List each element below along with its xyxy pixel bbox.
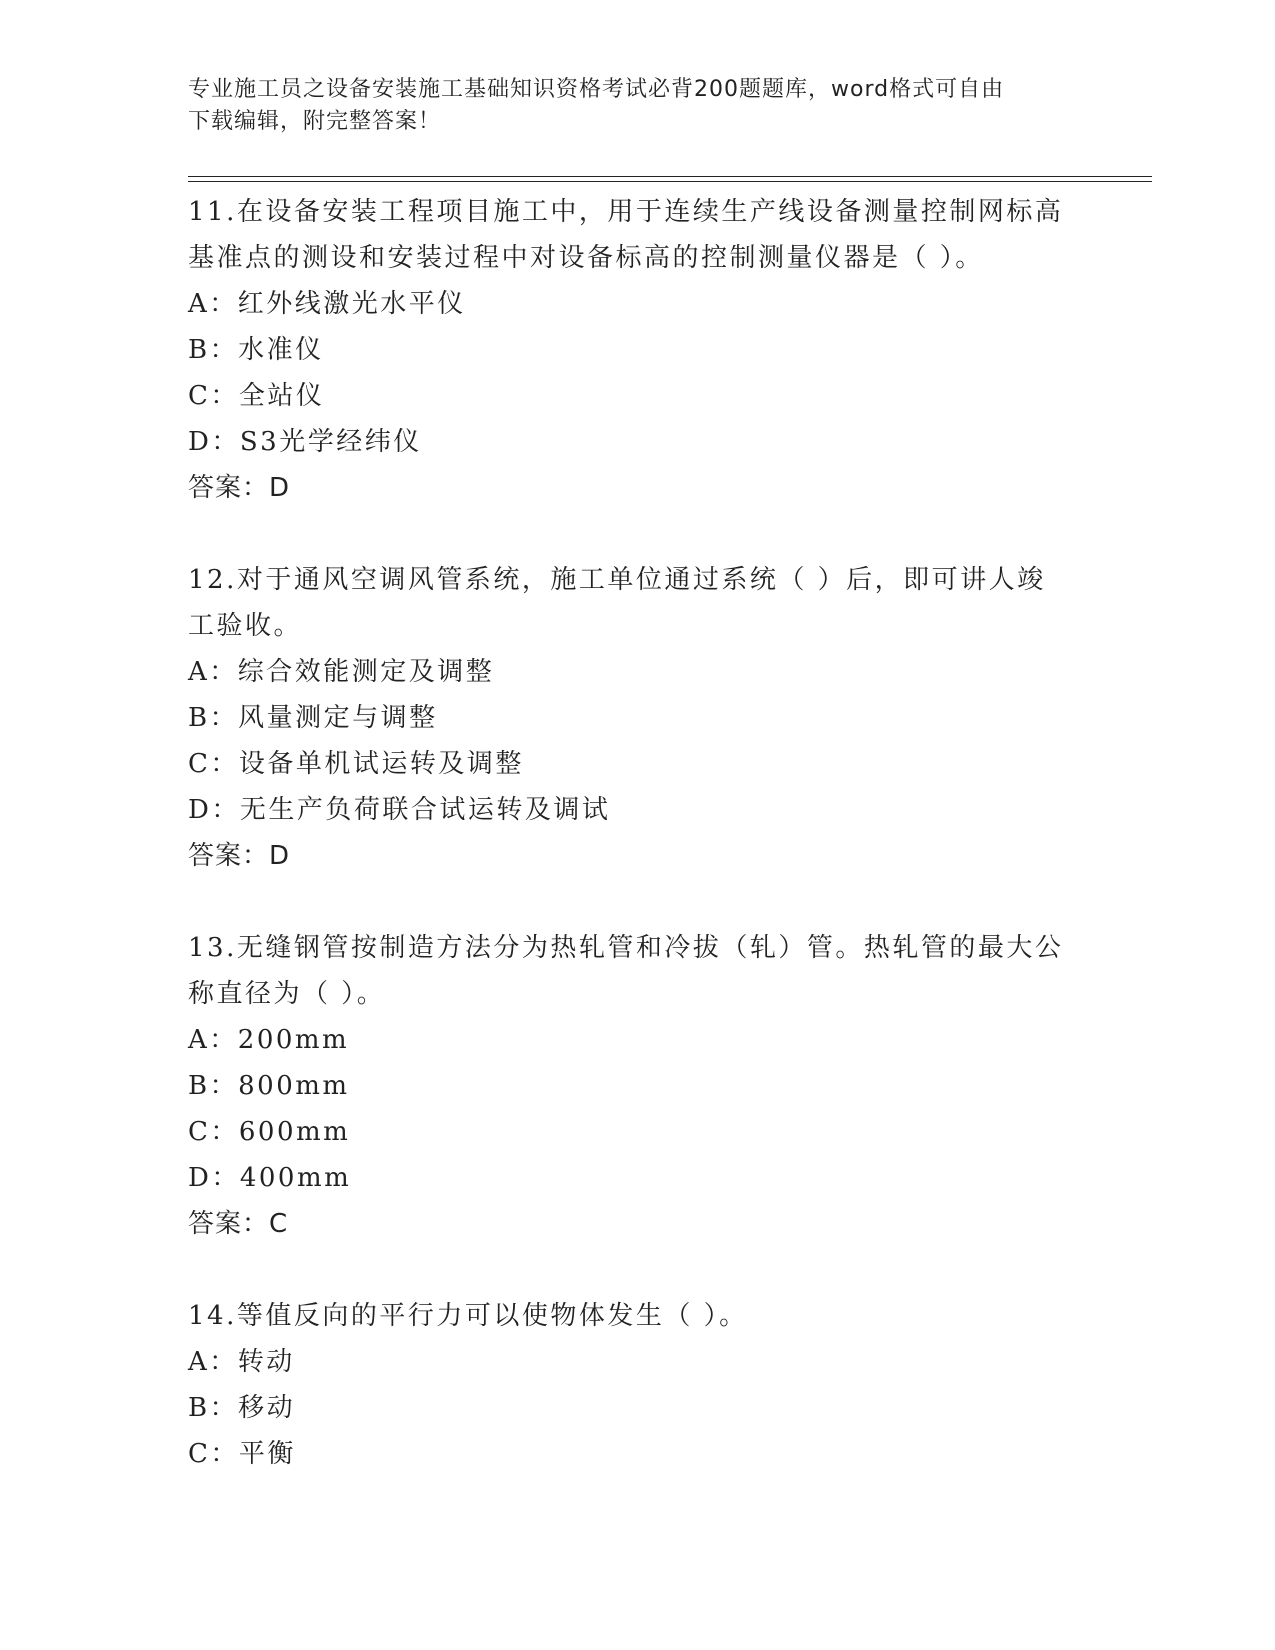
answer: 答案：D <box>188 841 291 871</box>
question-13 <box>188 925 1088 1247</box>
option-c: C：600mm <box>188 1117 351 1147</box>
option-c: C：设备单机试运转及调整 <box>188 749 524 779</box>
question-list <box>188 189 1088 1523</box>
option-b: B：风量测定与调整 <box>188 703 438 733</box>
question-text-line: 称直径为（ ）。 <box>188 979 386 1009</box>
option-a: A：红外线激光水平仪 <box>188 289 466 319</box>
option-c: C：全站仪 <box>188 381 325 411</box>
question-text <box>188 925 1088 1017</box>
question-text-line: 11.在设备安装工程项目施工中，用于连续生产线设备测量控制网标高 <box>188 197 1064 227</box>
header-divider-bottom <box>188 181 1152 182</box>
answer: 答案：C <box>188 1209 289 1239</box>
option-c: C：平衡 <box>188 1439 296 1469</box>
question-12 <box>188 557 1088 879</box>
question-text <box>188 189 1088 281</box>
option-b: B：水准仪 <box>188 335 324 365</box>
question-text <box>188 1293 1088 1339</box>
header-line-2: 下载编辑，附完整答案！ <box>188 109 442 134</box>
option-a: A：200mm <box>188 1025 350 1055</box>
option-d: D：400mm <box>188 1163 352 1193</box>
header-line-1: 专业施工员之设备安装施工基础知识资格考试必背200题题库，word格式可自由 <box>188 77 1005 102</box>
question-text-line: 13.无缝钢管按制造方法分为热轧管和冷拔（轧）管。热轧管的最大公 <box>188 933 1064 963</box>
header-divider-top <box>188 176 1152 177</box>
option-b: B：800mm <box>188 1071 350 1101</box>
question-text-line: 14.等值反向的平行力可以使物体发生（ ）。 <box>188 1301 748 1331</box>
answer: 答案：D <box>188 473 291 503</box>
question-14 <box>188 1293 1088 1477</box>
option-d: D：无生产负荷联合试运转及调试 <box>188 795 611 825</box>
question-text-line: 12.对于通风空调风管系统，施工单位通过系统（ ）后，即可讲人竣 <box>188 565 1046 595</box>
question-text <box>188 557 1088 649</box>
option-d: D：S3光学经纬仪 <box>188 427 422 457</box>
document-header <box>188 74 1088 138</box>
question-text-line: 基准点的测设和安装过程中对设备标高的控制测量仪器是（ ）。 <box>188 243 984 273</box>
question-text-line: 工验收。 <box>188 611 303 641</box>
question-11 <box>188 189 1088 511</box>
option-b: B：移动 <box>188 1393 296 1423</box>
option-a: A：综合效能测定及调整 <box>188 657 495 687</box>
option-a: A：转动 <box>188 1347 295 1377</box>
